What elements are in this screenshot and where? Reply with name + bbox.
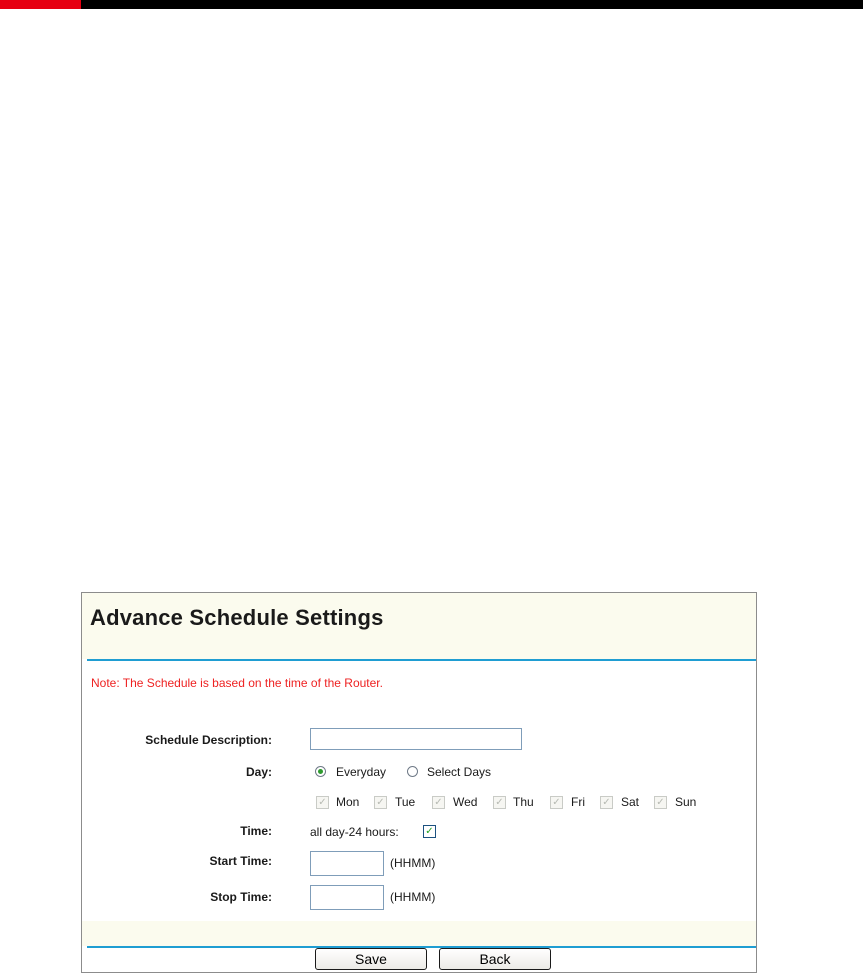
- weekday-checkbox-fri[interactable]: ✓: [550, 796, 563, 809]
- router-time-note: Note: The Schedule is based on the time of the Router.: [91, 676, 383, 690]
- stop-time-label: Stop Time:: [210, 890, 272, 904]
- weekday-checkbox-sun[interactable]: ✓: [654, 796, 667, 809]
- start-time-input[interactable]: [310, 851, 384, 876]
- weekday-label: Sat: [621, 795, 640, 809]
- weekday-checkbox-mon[interactable]: ✓: [316, 796, 329, 809]
- schedule-description-input[interactable]: [310, 728, 522, 750]
- weekday-label: Thu: [513, 795, 534, 809]
- header-divider: [87, 659, 756, 661]
- schedule-description-label: Schedule Description:: [145, 733, 272, 747]
- save-button[interactable]: Save: [315, 948, 427, 970]
- weekday-label: Sun: [675, 795, 697, 809]
- day-label: Day:: [245, 765, 272, 779]
- allday-label: all day-24 hours:: [310, 825, 399, 839]
- start-time-hint: (HHMM): [390, 856, 436, 870]
- select-days-label: Select Days: [427, 765, 492, 779]
- weekday-checkbox-tue[interactable]: ✓: [374, 796, 387, 809]
- weekday-checkbox-wed[interactable]: ✓: [432, 796, 445, 809]
- time-label: Time:: [240, 824, 272, 838]
- select-days-radio[interactable]: [407, 766, 418, 777]
- weekday-label: Tue: [395, 795, 416, 809]
- back-button[interactable]: Back: [439, 948, 551, 970]
- weekday-label: Wed: [453, 795, 478, 809]
- everyday-label: Everyday: [336, 765, 387, 779]
- stop-time-input[interactable]: [310, 885, 384, 910]
- weekday-label: Fri: [571, 795, 585, 809]
- top-banner: [0, 0, 863, 9]
- stop-time-hint: (HHMM): [390, 890, 436, 904]
- radio-selected-dot: [318, 769, 323, 774]
- page-title: Advance Schedule Settings: [90, 605, 384, 630]
- weekday-checkbox-sat[interactable]: ✓: [600, 796, 613, 809]
- weekday-checkbox-thu[interactable]: ✓: [493, 796, 506, 809]
- footer-tint: [82, 921, 756, 946]
- start-time-label: Start Time:: [209, 854, 272, 868]
- weekday-label: Mon: [336, 795, 360, 809]
- schedule-panel: [81, 592, 757, 973]
- everyday-radio[interactable]: [315, 766, 326, 777]
- brand-red-stripe: [0, 0, 81, 9]
- allday-checkbox[interactable]: ✓: [423, 825, 436, 838]
- title-area: [82, 593, 756, 659]
